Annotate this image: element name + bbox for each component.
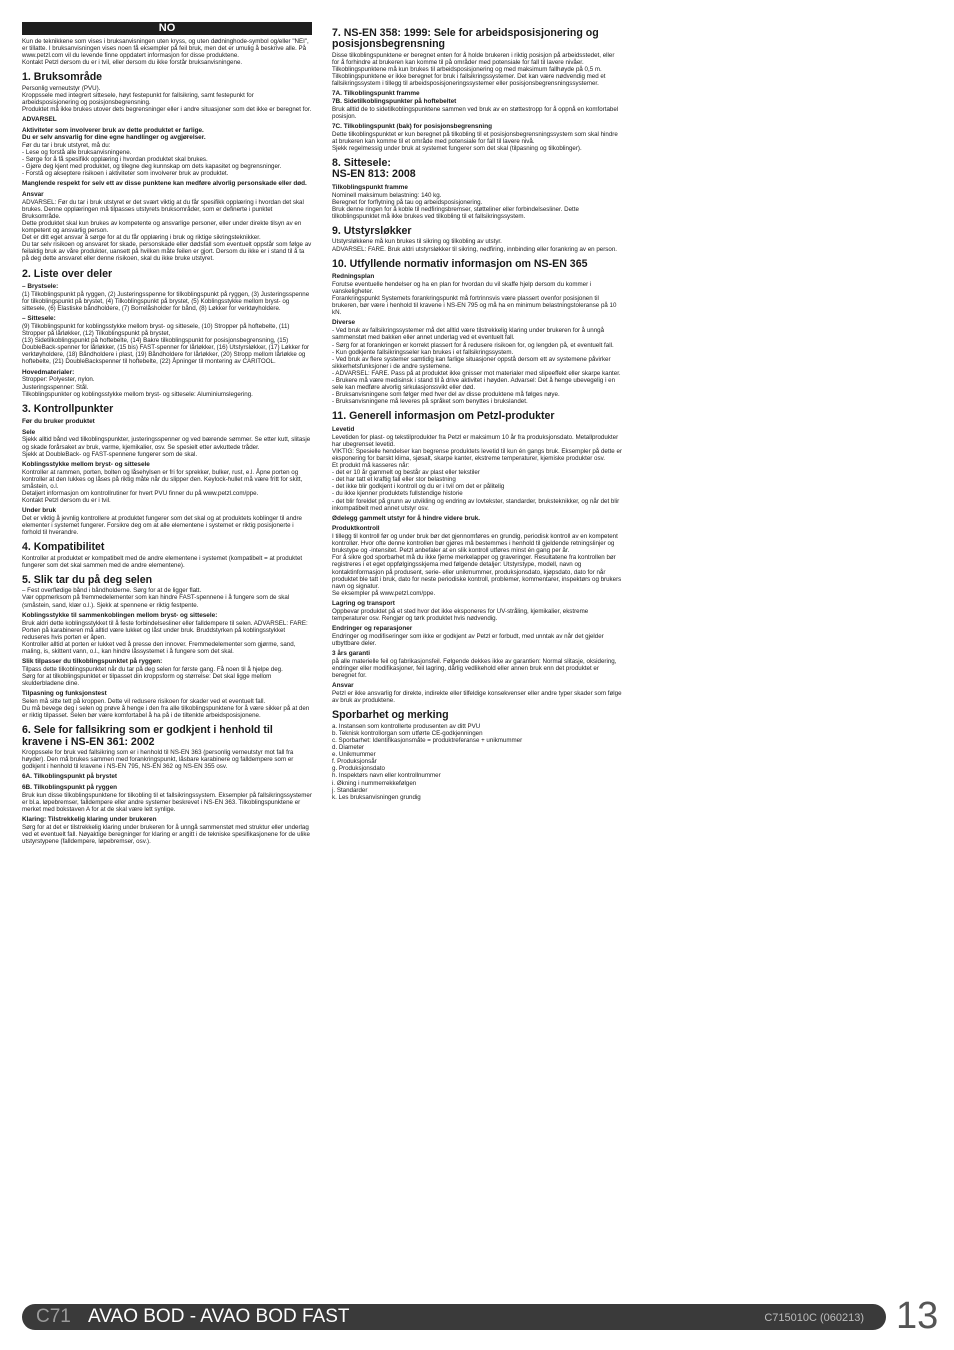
- subsection-heading: ADVARSEL: [22, 116, 57, 124]
- footer-reference: C715010C (060213): [764, 1312, 864, 1324]
- body-paragraph: på alle materielle feil og fabrikasjonsfeil. Følgende dekkes ikke av garantien: Normal slitasje, oksidering, endringer eller modifikasjoner, feil lagring, dårlig vedlikehold eller annen bruk enn det produktet er beregnet for.: [332, 657, 617, 680]
- section-heading: 1. Bruksområde: [22, 71, 103, 84]
- body-paragraph: Sørg for at det er tilstrekkelig klaring under brukeren for å unngå sammenstøt med struktur eller underlag ved et eventuelt fall. Nøyaktige beregninger for klaring er angitt i de tekniske spesifikasjonene for de ulike utstyrstypene (falldempere, løpebremser, osv.).: [22, 823, 310, 846]
- subsection-heading: – Brystsele:: [22, 282, 59, 290]
- section-heading: 10. Utfyllende normativ informasjon om NS-EN 365: [332, 257, 588, 270]
- body-paragraph: Bruk kun disse tilkoblingspunktene for tilkobling til et fallsikringssystem. Eksempler på fallsikringssystemer er bl.a. løpebremser, falldempere eller andre systemer beskrevet i NS-EN 363. Tilkoblingspunktene er merket med bokstaven A for at de skal være lett synlige.: [22, 791, 312, 813]
- body-paragraph: Kontroller at rammen, porten, bolten og låsehylsen er fri for sprekker, bulker, rust, e.l. Åpne porten og kontroller at den lukkes og låses på riktig måte når du slipper den. Keylock-hullet må være fritt for skitt, småstein, o.l. Detaljert informasjon om kontrollrutiner for hvert PVU finner du på www.petzl.com/ppe. Kontakt Petzl dersom du er i tvil.: [22, 468, 303, 505]
- section-heading: Sporbarhet og merking: [332, 709, 449, 722]
- subsection-heading: Klaring: Tilstrekkelig klaring under brukeren: [22, 816, 157, 824]
- subsection-heading: Manglende respekt for selv ett av disse punktene kan medføre alvorlig personskade eller død.: [22, 180, 307, 188]
- section-heading: 5. Slik tar du på deg selen: [22, 573, 153, 586]
- subsection-heading: 6B. Tilkoblingspunkt på ryggen: [22, 783, 118, 791]
- body-paragraph: Bruk alltid de to sidetilkoblingspunktene sammen ved bruk av en støttestropp for å oppnå en komfortabel posisjon.: [332, 105, 619, 120]
- subsection-heading: Koblingsstykke mellom bryst- og sittesele: [22, 460, 150, 468]
- section-heading: 2. Liste over deler: [22, 267, 113, 280]
- subsection-heading: Før du bruker produktet: [22, 418, 95, 426]
- body-paragraph: – Fest overflødige bånd i båndholderne. Sørg for at de ligger flatt. Vær oppmerksom på fremmedelementer som kan hindre FAST-spennene i å fungere som de skal (småstein, sand, klær o.l.). Sjekk at spennene er riktig festpente.: [22, 587, 290, 609]
- right-column: [332, 22, 622, 803]
- body-paragraph: (9) Tilkoblingspunkt for koblingsstykke mellom bryst- og sittesele, (10) Stropper på hoftebelte, (11) Stropper på lårløkker, (12) Tilkoblingspunkt på brystet, (13) Sidetilkoblingspunkt på hoftebelte, (14) Bakre tilkoblingspunkt for posisjonsbegrensning, (15) DoubleBack-spenner for lårløkker, (15 bis) FAST-spenner for lårløkker, (16) Utstyrsløkker, (17) Løkker for verktøyholdere, (18) Båndholdere i plast, (19) Båndholdere for lårløkker, (20) Stropp mellom lårløkke og hoftebelte, (21) DoubleBackspenner til hoftebelte, (22) Åpninger til montering av CARITOOL.: [22, 323, 310, 366]
- subsection-heading: Koblingsstykke til sammenkoblingen mellom bryst- og sittesele:: [22, 611, 218, 619]
- intro-text: Kun de teknikkene som vises i bruksanvisningen uten kryss, og uten dødninghode-symbol og/eller "NEI", er tillatte. I bruksanvisningen vises noen få eksempler på feil bruk, men det er umulig å beskrive alle. På www.petzl.com vil du levende finne oppdatert informasjon for disse produktene. Kontakt Petzl dersom du er i tvil, eller dersom du ikke forstår bruksanvisningene.: [22, 38, 309, 67]
- subsection-heading: Ansvar: [22, 190, 44, 198]
- body-paragraph: Kontroller at produktet er kompatibelt med de andre elementene i systemet (kompatibelt = at produktet fungerer som det skal sammen med de andre elementene).: [22, 554, 303, 569]
- section-heading: 6. Sele for fallsikring som er godkjent i henhold til kravene i NS-EN 361: 2002: [22, 724, 273, 748]
- section-heading: 3. Kontrollpunkter: [22, 402, 114, 415]
- page-number: 13: [896, 1295, 939, 1337]
- body-paragraph: Det er viktig å jevnlig kontrollere at produktet fungerer som det skal og at produktets koblinger til andre elementer i systemet fungerer. Forsikre deg om at alle elementene i systemet er riktig posisjonerte i forhold til hverandre.: [22, 515, 302, 537]
- body-paragraph: ADVARSEL: Før du tar i bruk utstyret er det svært viktig at du får spesifikk opplæring i hvordan det skal brukes. Denne opplæringen må tilpasses utstyrets bruksområder, som er definerte i punktet Bruksområde. Dette produktet skal kun brukes av kompetente og ansvarlige personer, eller under direkte tilsyn av en kompetent og ansvarlig person. Det er ditt eget ansvar å sørge for at du får opplæring i bruk og riktige sikringsteknikker. Du tar selv risikoen og ansvaret for skade, personskade eller dødsfall som eventuelt oppstår som følge av feilaktig bruk av våre produkter, uansett på hvilken måte feilen er gjort. Dersom du ikke er i stand til å ta på deg dette ansvaret eller denne risikoen, skal du ikke bruke utstyret.: [22, 198, 312, 263]
- subsection-heading: 6A. Tilkoblingspunkt på brystet: [22, 773, 118, 781]
- body-paragraph: Disse tilkoblingspunktene er beregnet enten for å holde brukeren i riktig posisjon på arbeidsstedet, eller for å forhindre at brukeren kan komme til på områder med potensiale for fall til lavere nivåer. Tilkoblingspunktene må kun brukes til arbeidsposisjonering og med maksimum fallhøyde på 0,5 m. Tilkoblingspunktene er ikke beregnet for bruk i fallsikringssystemer. Det kan være nødvendig med et fallsikringssystem i tillegg til arbeidsposisjoneringssystemer eller posisjonsbegrensningssystemer.: [332, 51, 615, 88]
- subsection-heading: Aktiviteter som involverer bruk av dette produktet er farlige. Du er selv ansvarlig for dine egne handlinger og avgjørelser.: [22, 126, 206, 141]
- subsection-heading: Tilkoblingspunkt framme: [332, 183, 408, 191]
- body-paragraph: (1) Tilkoblingspunkt på ryggen, (2) Justeringsspenne for tilkoblingspunkt på ryggen, (3) Justeringsspenne for tilkoblingspunkt på brystet, (4) Tilkoblingspunkt på brystet, (5) Koblingsstykke mellom bryst- og sittesele, (6) Elastiske båndholdere, (7) Borrelåsholder for bånd, (8) Løkker for verktøyholdere.: [22, 290, 310, 312]
- footer-title: AVAO BOD - AVAO BOD FAST: [88, 1306, 350, 1327]
- subsection-heading: Endringer og reparasjoner: [332, 624, 413, 632]
- body-paragraph: I tillegg til kontroll før og under bruk bør det gjennomføres en grundig, periodisk kontroll av en kompetent kontrollør. Hvor ofte denne kontrollen bør gjøres må bestemmes i henhold til gjeldende retningslinjer og brukstype og -intensitet. Petzl anbefaler at en slik kontroll utføres minst én gang per år. For å sikre god sporbarhet må du ikke fjerne merkelapper og graveringer. Resultatene fra kontrollen bør registreres i et eget oppfølgingsskjema med følgende detaljer: Utstyrstype, modell, navn og kontaktinformasjon på produsent, serie- eller unikmummer, produksjonsdato, kjøpsdato, dato for når produktet ble tatt i bruk, dato for neste periodiske kontroll, problemer, kommentarer, inspektørs og brukers navn og signatur. Se eksempler på www.petzl.com/ppe.: [332, 533, 622, 597]
- body-paragraph: Utstyrsløkkene må kun brukes til sikring og tilkobling av utstyr. ADVARSEL: FARE. Bruk aldri utstyrsløkker til sikring, nedfiring, innbinding eller forankring av en person.: [332, 238, 617, 253]
- body-paragraph: Før du tar i bruk utstyret, må du: - Lese og forstå alle bruksanvisningene. - Sørge for å få spesifikk opplæring i hvordan produktet skal brukes. - Gjøre deg kjent med produktet, og tilegne deg kunnskap om dets kapasitet og begrensninger. - Forstå og akseptere risikoen i aktiviteter som involverer bruk av produktet.: [22, 141, 282, 178]
- subsection-heading: Produktkontroll: [332, 525, 380, 533]
- subsection-heading: – Sittesele:: [22, 315, 56, 323]
- footer-bar: [22, 1304, 886, 1330]
- subsection-heading: Ansvar: [332, 682, 354, 690]
- subsection-heading: 7C. Tilkoblingspunkt (bak) for posisjonsbegrensning: [332, 122, 493, 130]
- subsection-heading: Lagring og transport: [332, 599, 395, 607]
- body-paragraph: Tilpass dette tilkoblingspunktet når du tar på deg selen for første gang. Få noen til å hjelpe deg. Sørg for at tilkoblingspunktet er tilpasset din kroppsform og størrelse: Det skal ligge mellom skulderbladene dine.: [22, 665, 283, 688]
- subsection-heading: Diverse: [332, 319, 356, 327]
- subsection-heading: Tilpasning og funksjonstest: [22, 690, 107, 698]
- body-paragraph: Dette tilkoblingspunktet er kun beregnet på tilkobling til et posisjonsbegrensningssystem som skal hindre at brukeren kan komme til et område med potensiale for fall til lavere nivå. Sjekk regelmessig under bruk at systemet fungerer som det skal (tilpasning og tilkoblinger).: [332, 130, 618, 152]
- subsection-heading: Under bruk: [22, 507, 57, 515]
- body-paragraph: Nominell maksimum belastning: 140 kg. Beregnet for forflytning på tau og arbeidsposisjonering. Bruk denne ringen for å koble til nedfiringsbremser, støtteliner eller forbindelsesliner. Dette tilkoblingspunktet må ikke brukes ved tilkobling til et fallsikringssystem.: [332, 191, 579, 220]
- body-paragraph: Kroppssele for bruk ved fallsikring som er i henhold til NS-EN 363 (personlig verneutstyr mot fall fra høyder). Den må brukes sammen med forankringspunkt, låsbare karabinere og falldempere som er godkjent i henhold til kravene i NS-EN 795, NS-EN 362 og NS-EN 355 osv.: [22, 749, 294, 771]
- body-paragraph: Forutse eventuelle hendelser og ha en plan for hvordan du vil skaffe hjelp dersom du kommer i vanskeligheter. Forankringspunkt Systemets forankringspunkt må fortrinnsvis være plassert ovenfor posisjonen til brukeren, bør være i henhold til kravene i NS-EN 795 og må ha en minimum belastningstoleranse på 10 kN.: [332, 280, 617, 317]
- body-paragraph: Oppbevar produktet på et sted hvor det ikke eksponeres for UV-stråling, kjemikalier, ekstreme temperaturer osv. Rengjør og tørk produktet hvis nødvendig.: [332, 607, 589, 622]
- right-column-body: [332, 28, 622, 801]
- section-heading: 7. NS-EN 358: 1999: Sele for arbeidsposisjonering og posisjonsbegrensning: [332, 27, 599, 51]
- body-paragraph: - Ved bruk av fallsikringssystemer må det alltid være tilstrekkelig klaring under brukeren for å unngå sammenstøt med bakken eller annet underlag ved et eventuelt fall. - Sørg for at forankringen er korrekt plassert for å redusere risikoen for, og lengden på, et eventuelt fall. - Kun godkjente fallsikringsseler kan brukes i et fallsikringssystem. - Ved bruk av flere systemer samtidig kan farlige situasjoner oppstå dersom ett av systemene påvirker sikkerhetsfunksjoner i de andre systemene. - ADVARSEL: FARE. Pass på at produktet ikke gnisser mot materialer med slipeeffekt eller skarpe kanter. - Brukere må være medisinsk i stand til å drive aktivitet i høyden. Advarsel: Det å henge ubevegelig i en sele kan medføre alvorlig sirkulasjonssvikt eller død. - Bruksanvisningene som følger med hver del av disse produktene må følges nøye. - Bruksanvisningene må leveres på språket som benyttes i brukslandet.: [332, 327, 621, 406]
- body-paragraph: Levetiden for plast- og tekstilprodukter fra Petzl er maksimum 10 år fra produksjonsdato. Metallprodukter har ubegrenset levetid. VIKTIG: Spesielle hendelser kan begrense produktets levetid til kun én gangs bruk. Eksempler på dette er eksponering for barskt klima, sjøsalt, skarpe kanter, ekstreme temperaturer, kjemiske produkter osv. Et produkt må kasseres når: - det er 10 år gammelt og består av plast eller tekstiler - det har tatt et kraftig fall eller stor belastning - det ikke blir godkjent i kontroll og du er i tvil om det er pålitelig - du ikke kjenner produktets fullstendige historie - det blir foreldet på grunn av utvikling og endring av lovtekster, standarder, bruksteknikker, og når det blir inkompatibelt med annet utstyr osv.: [332, 433, 622, 512]
- subsection-heading: Levetid: [332, 425, 355, 433]
- body-paragraph: Bruk aldri dette koblingsstykket til å feste forbindelsesliner eller falldempere til selen. ADVARSEL: FARE: Porten på karabineren må alltid være lukket og låst under bruk. Bruddstyrken på koblingsstykket reduseres hvis porten er åpen. Kontroller alltid at porten er lukket ved å presse den innover. Fremmedelementer som gjørme, sand, maling, is, skittent vann, o.l., kan hindre låssystemet i å fungere som det skal.: [22, 619, 308, 655]
- body-paragraph: Sjekk alltid bånd ved tilkoblingspunkter, justeringsspenner og ved bærende sømmer. Se etter kutt, slitasje og skade forårsaket av bruk, varme, kjemikalier, osv. Se spesielt etter avkuttede tråder. Sjekk at DoubleBack- og FAST-spennene fungerer som de skal.: [22, 436, 311, 458]
- subsection-heading: Redningsplan: [332, 273, 375, 281]
- subsection-heading: Sele: [22, 428, 36, 436]
- body-paragraph: a. Instansen som kontrollerte produsenten av ditt PVU b. Teknisk kontrollorgan som utførte CE-godkjenningen c. Sporbarhet: Identifikasjonsmåte = produktreferanse + unikmummer d. Diameter e. Unikmummer f. Produksjonsår g. Produksjonsdato h. Inspektørs navn eller kontrollnummer i. Økning i nummerrekkefølgen j. Standarder k. Les bruksanvisningen grundig: [332, 722, 523, 801]
- footer-code: C71: [36, 1306, 71, 1327]
- left-column-body: [22, 72, 312, 845]
- language-badge: NO: [22, 22, 312, 35]
- subsection-heading: Hovedmaterialer:: [22, 368, 75, 376]
- body-paragraph: Endringer og modifiseringer som ikke er godkjent av Petzl er forbudt, med unntak av når det gjelder utbyttbare deler.: [332, 632, 604, 647]
- left-column: [22, 22, 312, 847]
- body-paragraph: Stropper: Polyester, nylon. Justeringsspenner: Stål. Tilkoblingspunkter og koblingsstykke mellom bryst- og sittesele: Aluminiumslegering.: [22, 376, 253, 398]
- section-heading: 11. Generell informasjon om Petzl-produkter: [332, 410, 555, 423]
- subsection-heading: 7A. Tilkoblingspunkt framme 7B. Sidetilkoblingspunkter på hoftebeltet: [332, 90, 457, 105]
- subsection-heading: 3 års garanti: [332, 650, 371, 658]
- subsection-heading: Slik tilpasser du tilkoblingspunktet på ryggen:: [22, 657, 163, 665]
- subsection-heading: Ødelegg gammelt utstyr for å hindre videre bruk.: [332, 514, 481, 522]
- section-heading: 4. Kompatibilitet: [22, 541, 105, 554]
- body-paragraph: Personlig verneutstyr (PVU). Kroppssele med integrert sittesele, høyt festepunkt for fallsikring, samt festepunkt for arbeidsposisjonering og posisjonsbegrensning. Produktet må ikke brukes utover dets begrensninger eller i andre situasjoner som det ikke er beregnet for.: [22, 84, 312, 114]
- body-paragraph: Petzl er ikke ansvarlig for direkte, indirekte eller tilfeldige konsekvenser eller andre typer skader som følge av bruk av produktene.: [332, 690, 622, 705]
- body-paragraph: Selen må sitte tett på kroppen. Dette vil redusere risikoen for skader ved et eventuelt fall. Du må bevege deg i selen og prøve å henge i den fra alle tilkoblingspunktene for å være sikker på at den er riktig tilpasset. Selen bør være komfortabel å ha på i de tiltenkte arbeidsposisjonene.: [22, 698, 310, 720]
- section-heading: 9. Utstyrsløkker: [332, 225, 412, 238]
- section-heading: 8. Sittesele: NS-EN 813: 2008: [332, 156, 416, 181]
